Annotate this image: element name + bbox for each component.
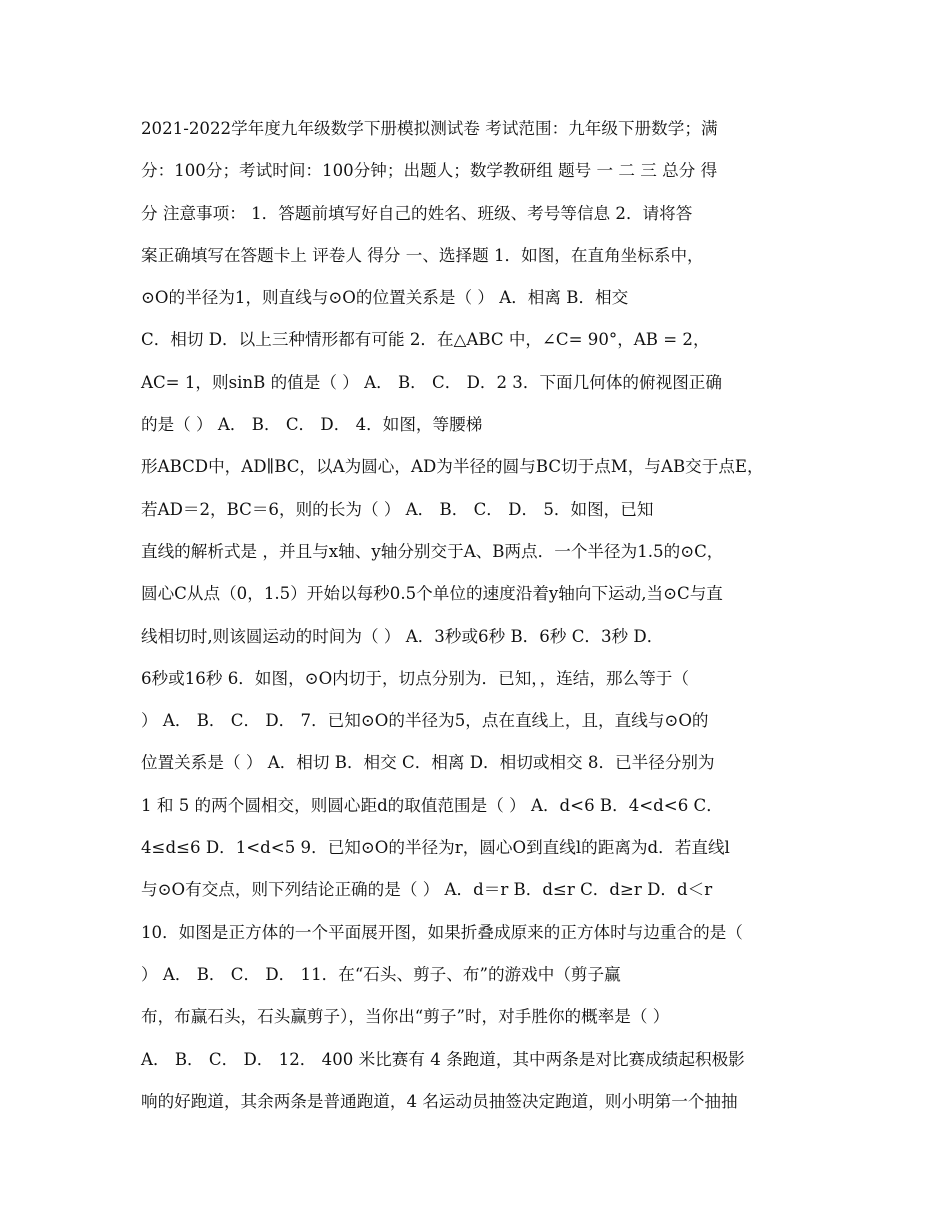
text-line: C．相切 D．以上三种情形都有可能 2．在△ABC 中，∠C= 90°，AB = 2，: [141, 330, 710, 350]
text-line: 布，布赢石头，石头赢剪子），当你出“剪子”时，对手胜你的概率是（ ）: [141, 1007, 670, 1027]
text-line: 分 注意事项： 1．答题前填写好自己的姓名、班级、考号等信息 2．请将答: [141, 203, 693, 223]
text-line: 若AD＝2，BC＝6，则的长为（ ） A． B． C． D． 5．如图，已知: [141, 499, 654, 519]
text-line: 2021-2022学年度九年级数学下册模拟测试卷 考试范围：九年级下册数学；满: [141, 119, 718, 138]
text-line: 圆心C从点（0，1.5）开始以每秒0.5个单位的速度沿着y轴向下运动,当⊙C与直: [141, 584, 723, 604]
text-line: A． B． C． D． 12． 400 米比赛有 4 条跑道，其中两条是对比赛成绩起积极影: [141, 1049, 745, 1069]
text-line: AC= 1，则sinB 的值是（ ） A． B． C． D．2 3．下面几何体的俯视图正确: [141, 372, 722, 392]
text-line: 响的好跑道，其余两条是普通跑道，4 名运动员抽签决定跑道，则小明第一个抽抽: [141, 1091, 738, 1111]
text-line: 10．如图是正方体的一个平面展开图，如果折叠成原来的正方体时与边重合的是（: [141, 922, 743, 942]
text-line: 线相切时,则该圆运动的时间为（ ） A．3秒或6秒 B．6秒 C．3秒 D．: [141, 626, 664, 646]
text-line: ） A． B． C． D． 7．已知⊙O的半径为5，点在直线上，且，直线与⊙O的: [141, 711, 709, 731]
text-line: ⊙O的半径为1，则直线与⊙O的位置关系是（ ） A．相离 B．相交: [141, 288, 629, 308]
text-line: 6秒或16秒 6．如图，⊙O内切于，切点分别为．已知，，连结，那么等于（: [141, 668, 689, 688]
text-line: 的是（ ） A． B． C． D． 4．如图，等腰梯: [141, 415, 483, 435]
text-line: 1 和 5 的两个圆相交，则圆心距d的取值范围是（ ） A．d<6 B．4<d<6 C．: [141, 795, 723, 815]
text-line: 直线的解析式是 ，并且与x轴、y轴分别交于A、B两点．一个半径为1.5的⊙C，: [141, 541, 724, 561]
text-line: 分：100分；考试时间：100分钟；出题人；数学教研组 题号 一 二 三 总分 得: [141, 161, 718, 181]
text-line: 位置关系是（ ） A．相切 B．相交 C．相离 D．相切或相交 8．已半径分别为: [141, 753, 715, 773]
exam-text-block: [141, 108, 813, 1123]
text-line: 形ABCD中，AD∥BC，以A为圆心，AD为半径的圆与BC切于点M，与AB交于点E，: [141, 457, 764, 477]
text-line: 案正确填写在答题卡上 评卷人 得分 一、选择题 1．如图，在直角坐标系中，: [141, 245, 704, 265]
text-line: 4≤d≤6 D．1<d<5 9．已知⊙O的半径为r，圆心O到直线l的距离为d．若直线l: [141, 838, 730, 858]
text-line: ） A． B． C． D． 11．在“石头、剪子、布”的游戏中（剪子赢: [141, 964, 621, 984]
text-line: 与⊙O有交点，则下列结论正确的是（ ） A．d＝r B．d≤r C．d≥r D．d＜r: [141, 880, 713, 900]
